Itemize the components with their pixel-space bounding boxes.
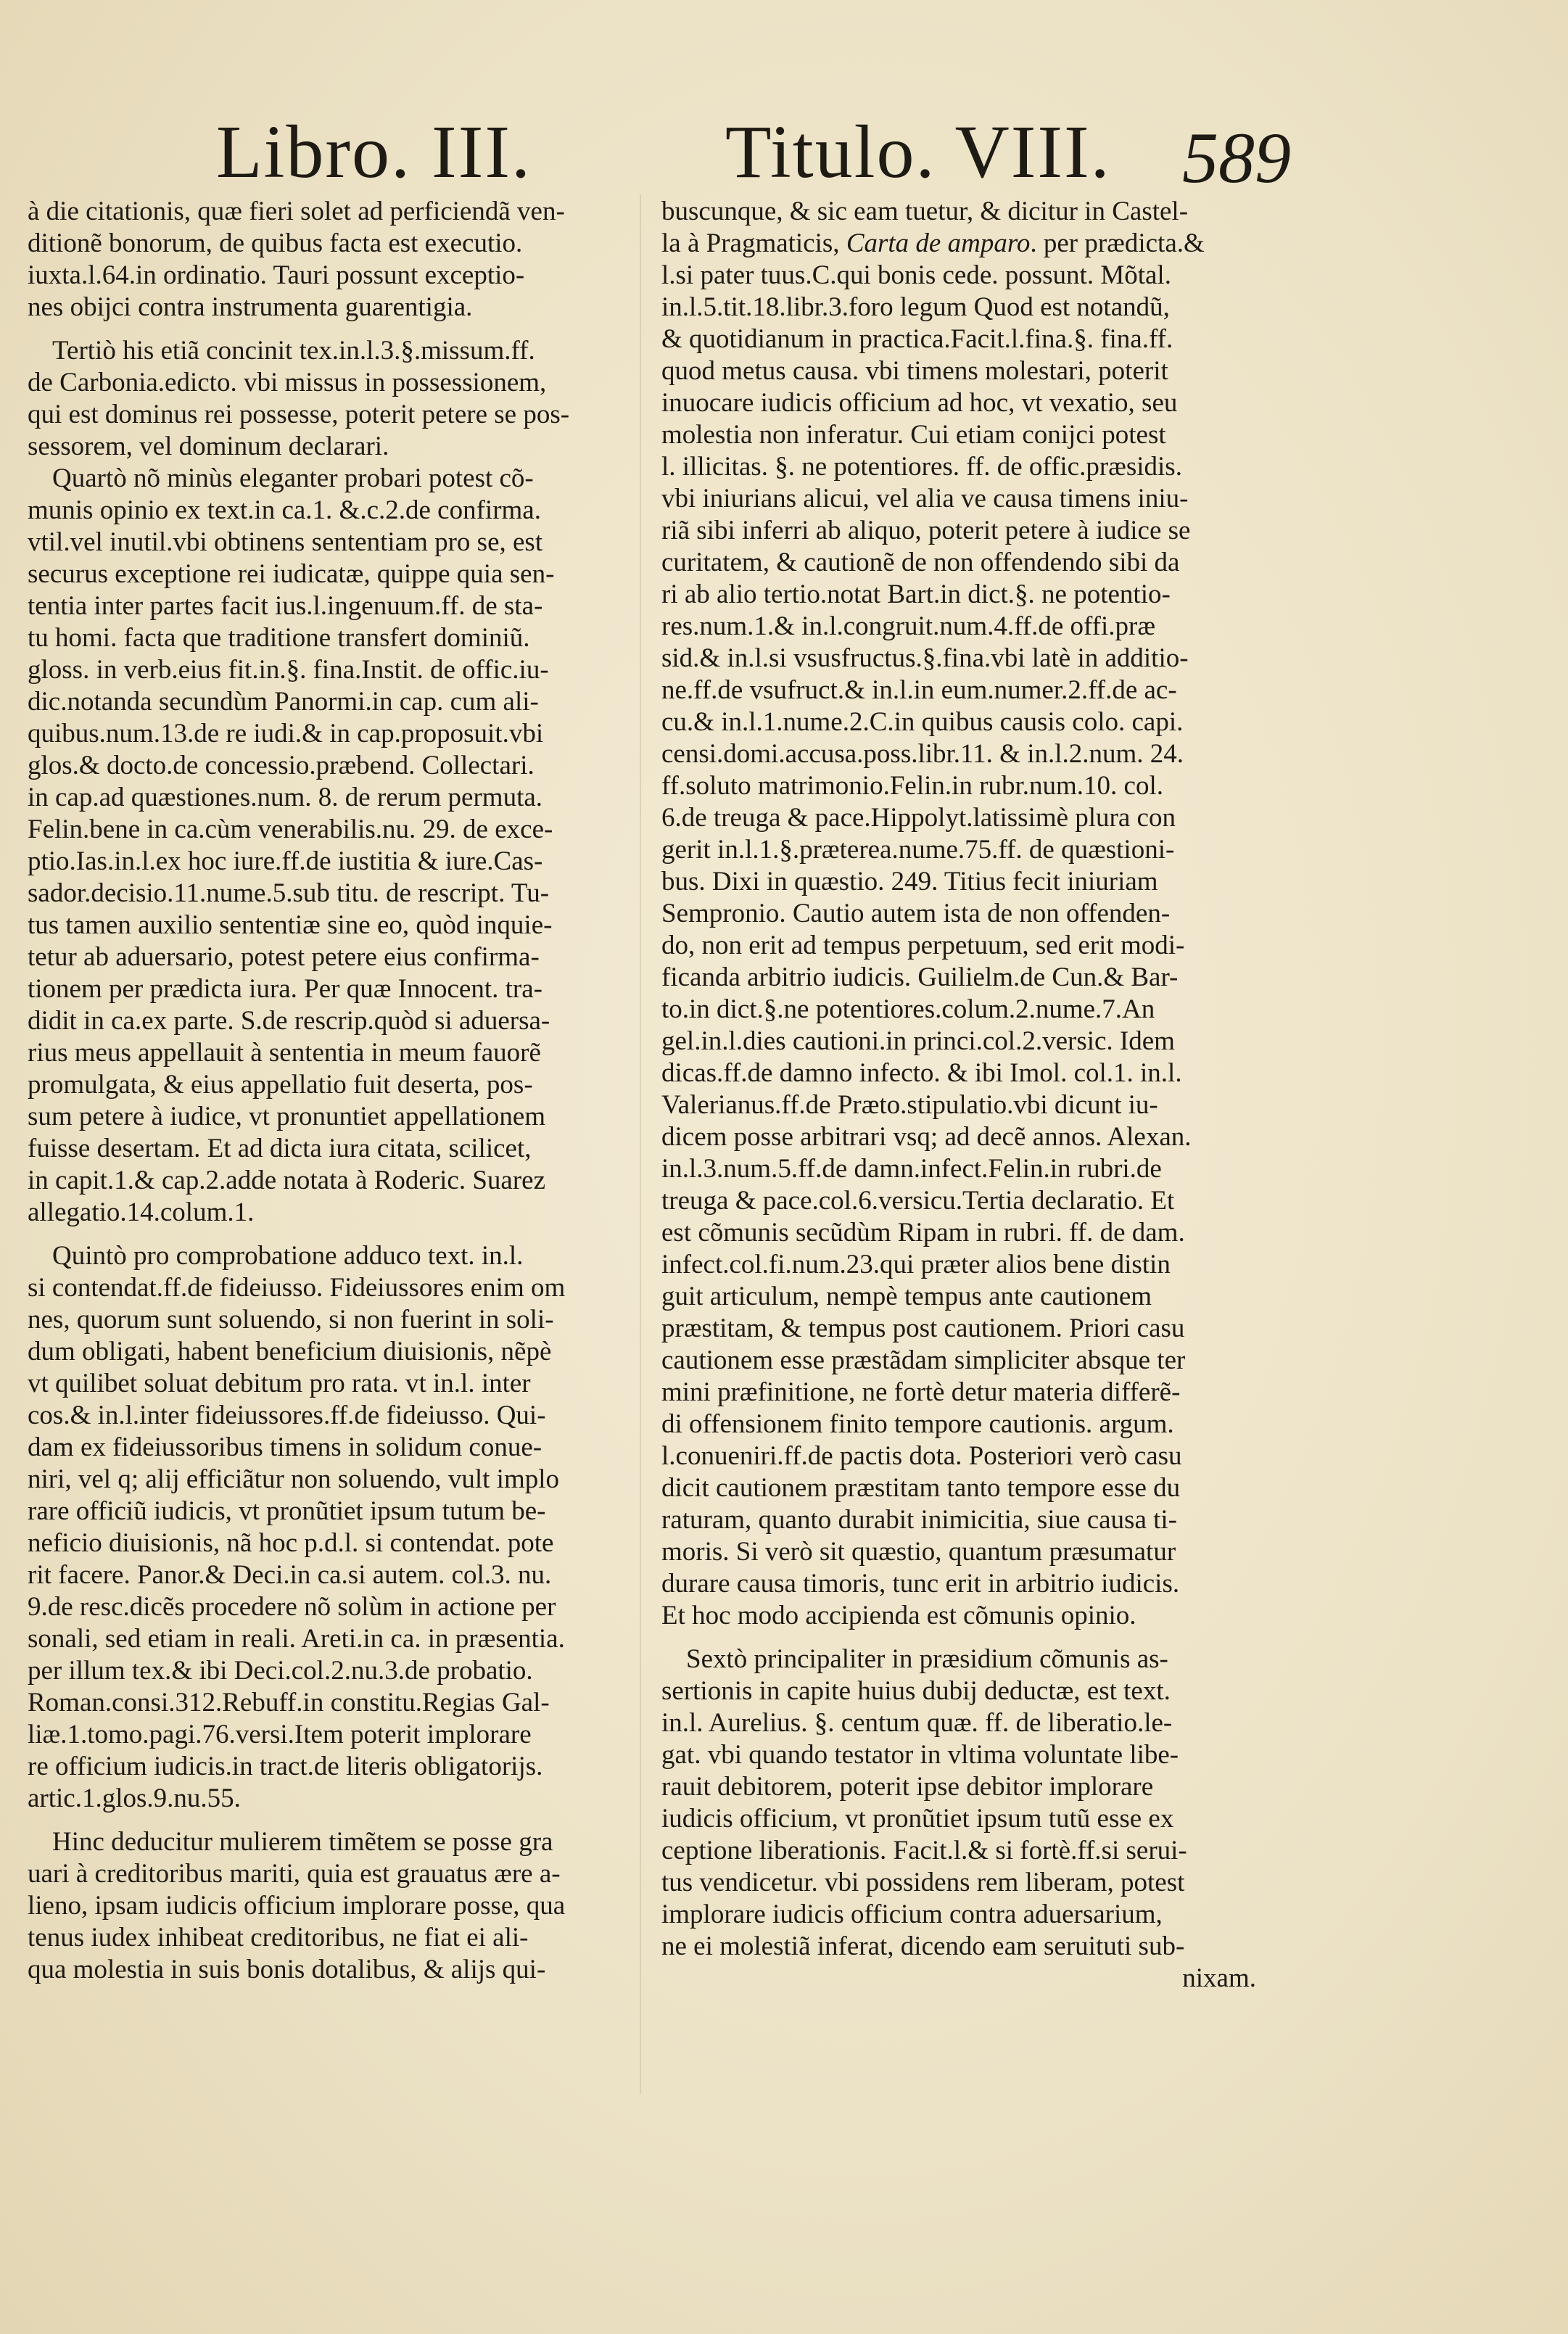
line-text: quibus.num.13.de re iudi.& in cap.proposuit.vbi xyxy=(28,719,544,749)
line-text: sador.decisio.11.nume.5.sub titu. de rescript. Tu- xyxy=(28,878,550,908)
text-line xyxy=(28,654,630,686)
text-line xyxy=(28,1751,630,1783)
line-text: iuxta.l.64.in ordinatio. Tauri possunt exceptio- xyxy=(28,260,525,290)
line-text: vtil.vel inutil.vbi obtinens sententiam pro se, est xyxy=(28,527,543,557)
text-line xyxy=(28,590,630,622)
text-line xyxy=(661,1185,1278,1217)
text-line xyxy=(28,814,630,846)
line-text: censi.domi.accusa.poss.libr.11. & in.l.2.num. 24. xyxy=(661,739,1184,769)
text-line xyxy=(661,1217,1278,1249)
text-line xyxy=(661,228,1278,260)
text-line xyxy=(28,1719,630,1751)
text-line xyxy=(661,515,1278,547)
line-text: ff.soluto matrimonio.Felin.in rubr.num.10. col. xyxy=(661,771,1163,801)
line-text: ficanda arbitrio iudicis. Guilielm.de Cun.& Bar- xyxy=(661,962,1179,992)
text-line xyxy=(28,878,630,910)
text-line xyxy=(661,1409,1278,1440)
text-line xyxy=(28,1527,630,1559)
line-text-tail: . per prædicta.& xyxy=(1030,228,1205,258)
text-line xyxy=(661,260,1278,292)
text-line xyxy=(661,1899,1278,1931)
running-head xyxy=(0,109,1568,203)
text-line xyxy=(661,292,1278,323)
line-text: buscunque, & sic eam tuetur, & dicitur in Castel- xyxy=(661,197,1189,226)
text-line xyxy=(28,1336,630,1368)
text-line xyxy=(661,1867,1278,1899)
text-line xyxy=(28,1069,630,1101)
text-line xyxy=(661,1377,1278,1409)
text-line xyxy=(28,1400,630,1432)
line-text: vbi iniurians alicui, vel alia ve causa timens iniu- xyxy=(661,484,1189,514)
text-line xyxy=(661,547,1278,579)
line-text: inuocare iudicis officium ad hoc, vt vexatio, seu xyxy=(661,388,1178,418)
line-text: Valerianus.ff.de Præto.stipulatio.vbi dicunt iu- xyxy=(661,1090,1158,1120)
text-line xyxy=(28,1655,630,1687)
line-text: cos.& in.l.inter fideiussores.ff.de fideiusso. Qui- xyxy=(28,1401,546,1430)
text-line xyxy=(661,770,1278,802)
line-text: in.l.5.tit.18.libr.3.foro legum Quod est notandũ, xyxy=(661,292,1170,322)
text-line xyxy=(661,1707,1278,1739)
line-text: molestia non inferatur. Cui etiam conijci potest xyxy=(661,420,1166,450)
line-text: gel.in.l.dies cautioni.in princi.col.2.versic. Idem xyxy=(661,1026,1175,1056)
text-line xyxy=(661,738,1278,770)
text-line xyxy=(661,1089,1278,1121)
line-text: Tertiò his etiã concinit tex.in.l.3.§.missum.ff. xyxy=(52,336,535,366)
text-line xyxy=(661,387,1278,419)
text-line xyxy=(28,1464,630,1496)
line-text: sonali, sed etiam in reali. Areti.in ca. in præsentia. xyxy=(28,1624,565,1654)
text-line xyxy=(28,1623,630,1655)
text-line xyxy=(661,994,1278,1026)
text-line xyxy=(661,611,1278,643)
line-text: Sempronio. Cautio autem ista de non offenden- xyxy=(661,899,1171,928)
text-line xyxy=(28,1559,630,1591)
line-text: tu homi. facta que traditione transfert dominiũ. xyxy=(28,623,530,653)
line-text: liæ.1.tomo.pagi.76.versi.Item poterit implorare xyxy=(28,1720,532,1749)
italic-phrase: Carta de amparo xyxy=(846,228,1031,258)
text-line xyxy=(661,1345,1278,1377)
line-text: tionem per prædicta iura. Per quæ Innocent. tra- xyxy=(28,974,542,1004)
line-text: artic.1.glos.9.nu.55. xyxy=(28,1784,241,1813)
text-line xyxy=(28,1687,630,1719)
line-text: riã sibi inferri ab aliquo, poterit petere à iudice se xyxy=(661,516,1191,545)
line-text: ri ab alio tertio.notat Bart.in dict.§. ne potentio- xyxy=(661,580,1171,609)
line-text: qui est dominus rei possesse, poterit petere se pos- xyxy=(28,400,570,429)
text-line xyxy=(28,1783,630,1815)
line-text: nes obijci contra instrumenta guarentigia. xyxy=(28,292,473,322)
line-text: Quintò pro comprobatione adduco text. in.l. xyxy=(52,1241,524,1271)
line-text: nes, quorum sunt soluendo, si non fuerint in soli- xyxy=(28,1305,554,1335)
line-text: niri, vel q; alij efficiãtur non soluendo, vult implo xyxy=(28,1464,560,1494)
text-line xyxy=(661,834,1278,866)
text-line xyxy=(28,196,630,228)
line-text: allegatio.14.colum.1. xyxy=(28,1197,255,1227)
text-line xyxy=(661,643,1278,675)
line-text: tus tamen auxilio sententiæ sine eo, quòd inquie- xyxy=(28,910,553,940)
text-line xyxy=(661,1803,1278,1835)
line-text: in capit.1.& cap.2.adde notata à Roderic. Suarez xyxy=(28,1166,546,1195)
text-line xyxy=(661,866,1278,898)
line-text: do, non erit ad tempus perpetuum, sed erit modi- xyxy=(661,931,1185,960)
text-line xyxy=(28,1954,630,1986)
line-text: lieno, ipsam iudicis officium implorare posse, qua xyxy=(28,1891,566,1921)
text-line xyxy=(28,463,630,495)
line-text: si contendat.ff.de fideiusso. Fideiussores enim om xyxy=(28,1273,566,1303)
text-line xyxy=(661,483,1278,515)
text-line xyxy=(28,495,630,527)
text-line xyxy=(661,579,1278,611)
line-text: qua molestia in suis bonis dotalibus, & alijs qui- xyxy=(28,1955,546,1984)
text-line xyxy=(28,910,630,941)
line-text: cautionem esse præstãdam simpliciter absque ter xyxy=(661,1345,1186,1375)
text-line xyxy=(661,802,1278,834)
line-text: bus. Dixi in quæstio. 249. Titius fecit iniuriam xyxy=(661,867,1158,896)
text-line xyxy=(28,527,630,558)
text-line xyxy=(28,1496,630,1527)
text-line xyxy=(661,1835,1278,1867)
text-line xyxy=(661,323,1278,355)
text-line xyxy=(28,846,630,878)
text-line xyxy=(661,1963,1278,1995)
text-line xyxy=(661,196,1278,228)
text-line xyxy=(28,1197,630,1229)
text-line xyxy=(661,1739,1278,1771)
line-text: dam ex fideiussoribus timens in solidum conue- xyxy=(28,1432,542,1462)
line-text: vt quilibet soluat debitum pro rata. vt in.l. inter xyxy=(28,1369,531,1398)
line-text: Felin.bene in ca.cùm venerabilis.nu. 29. de exce- xyxy=(28,815,553,844)
line-text: guit articulum, nempè tempus ante cautionem xyxy=(661,1282,1152,1311)
line-text: de Carbonia.edicto. vbi missus in possessionem, xyxy=(28,368,547,397)
text-line xyxy=(28,260,630,292)
line-text: dicem posse arbitrari vsq; ad decẽ annos. Alexan. xyxy=(661,1122,1192,1152)
line-text: rauit debitorem, poterit ipse debitor implorare xyxy=(661,1772,1154,1802)
line-text: raturam, quanto durabit inimicitia, siue causa ti- xyxy=(661,1505,1178,1535)
line-text: in.l. Aurelius. §. centum quæ. ff. de liberatio.le- xyxy=(661,1708,1173,1738)
line-text: Hinc deducitur mulierem timẽtem se posse gra xyxy=(52,1827,553,1857)
line-text: l.si pater tuus.C.qui bonis cede. possunt. Mõtal. xyxy=(661,260,1171,290)
line-text: dicas.ff.de damno infecto. & ibi Imol. col.1. in.l. xyxy=(661,1058,1182,1088)
line-text: infect.col.fi.num.23.qui præter alios bene distin xyxy=(661,1250,1171,1279)
line-text: ne ei molestiã inferat, dicendo eam seruituti sub- xyxy=(661,1931,1185,1961)
column-gutter xyxy=(640,194,641,2095)
text-line xyxy=(28,1165,630,1197)
line-text: rius meus appellauit à sententia in meum fauorẽ xyxy=(28,1038,541,1068)
line-text: tus vendicetur. vbi possidens rem liberam, potest xyxy=(661,1868,1185,1897)
text-line xyxy=(661,1249,1278,1281)
line-text: treuga & pace.col.6.versicu.Tertia declaratio. Et xyxy=(661,1186,1175,1216)
line-text: Roman.consi.312.Rebuff.in constitu.Regias Gal- xyxy=(28,1688,550,1717)
line-text: ceptione liberationis. Facit.l.& si fortè.ff.si serui- xyxy=(661,1836,1187,1865)
text-line xyxy=(661,1281,1278,1313)
line-text: durare causa timoris, tunc erit in arbitrio iudicis. xyxy=(661,1569,1180,1599)
line-text: in cap.ad quæstiones.num. 8. de rerum permuta. xyxy=(28,783,543,812)
line-text: tetur ab aduersario, potest petere eius confirma- xyxy=(28,942,540,972)
line-text: moris. Si verò sit quæstio, quantum præsumatur xyxy=(661,1537,1176,1567)
line-text: uari à creditoribus mariti, quia est grauatus ære a- xyxy=(28,1859,561,1889)
text-line xyxy=(28,1304,630,1336)
right-column xyxy=(661,196,1278,1995)
text-line xyxy=(661,1153,1278,1185)
text-line xyxy=(28,973,630,1005)
text-line xyxy=(28,431,630,463)
line-text: cu.& in.l.1.nume.2.C.in quibus causis colo. capi. xyxy=(661,707,1184,737)
text-line xyxy=(28,622,630,654)
text-line xyxy=(661,1644,1278,1675)
line-text: sertionis in capite huius dubij deductæ, est text. xyxy=(661,1676,1171,1706)
text-line xyxy=(661,930,1278,962)
line-text: ne.ff.de vsufruct.& in.l.in eum.numer.2.ff.de ac- xyxy=(661,675,1177,705)
text-line xyxy=(28,292,630,323)
text-line xyxy=(28,367,630,399)
text-line xyxy=(28,1240,630,1272)
text-line xyxy=(661,1504,1278,1536)
text-line xyxy=(661,1472,1278,1504)
left-column xyxy=(28,196,630,1986)
line-text: ditionẽ bonorum, de quibus facta est executio. xyxy=(28,228,523,258)
line-text: promulgata, & eius appellatio fuit deserta, pos- xyxy=(28,1070,533,1100)
line-text: iudicis officium, vt pronũtiet ipsum tutũ esse ex xyxy=(661,1804,1174,1834)
line-text: mini præfinitione, ne fortè detur materia differẽ- xyxy=(661,1377,1181,1407)
text-line xyxy=(28,718,630,750)
line-text: gat. vbi quando testator in vltima voluntate libe- xyxy=(661,1740,1179,1770)
line-text: à die citationis, quæ fieri solet ad perficiendã ven- xyxy=(28,197,565,226)
line-text: Sextò principaliter in præsidium cõmunis as- xyxy=(686,1644,1168,1674)
text-line xyxy=(661,1568,1278,1600)
text-line xyxy=(661,675,1278,706)
line-text: la à Pragmaticis, xyxy=(661,228,846,258)
line-text: quod metus causa. vbi timens molestari, poterit xyxy=(661,356,1168,386)
line-text: neficio diuisionis, nã hoc p.d.l. si contendat. pote xyxy=(28,1528,554,1558)
text-line xyxy=(28,1368,630,1400)
line-text: rare officiũ iudicis, vt pronũtiet ipsum tutum be- xyxy=(28,1496,546,1526)
text-line xyxy=(28,782,630,814)
line-text: 9.de resc.dicẽs procedere nõ solùm in actione per xyxy=(28,1592,556,1622)
text-line xyxy=(28,228,630,260)
line-text: re officium iudicis.in tract.de literis obligatorijs. xyxy=(28,1752,543,1781)
text-line xyxy=(661,1600,1278,1632)
line-text: per illum tex.& ibi Deci.col.2.nu.3.de probatio. xyxy=(28,1656,533,1686)
text-line xyxy=(661,898,1278,930)
line-text: est cõmunis secũdùm Ripam in rubri. ff. de dam. xyxy=(661,1218,1185,1248)
text-line xyxy=(661,1536,1278,1568)
line-text: gerit in.l.1.§.præterea.nume.75.ff. de quæstioni- xyxy=(661,835,1175,865)
text-line xyxy=(28,1101,630,1133)
line-text: res.num.1.& in.l.congruit.num.4.ff.de offi.præ xyxy=(661,611,1155,641)
line-text: securus exceptione rei iudicatæ, quippe quia sen- xyxy=(28,559,555,589)
text-line xyxy=(661,1313,1278,1345)
text-line xyxy=(28,1826,630,1858)
text-line xyxy=(28,750,630,782)
running-head-book: Libro. III. xyxy=(216,110,532,194)
text-line xyxy=(661,355,1278,387)
line-text: di offensionem finito tempore cautionis. argum. xyxy=(661,1409,1174,1439)
running-head-title: Titulo. VIII. xyxy=(725,110,1111,194)
line-text: nixam. xyxy=(1182,1963,1256,1993)
line-text: dum obligati, habent beneficium diuisionis, nẽpè xyxy=(28,1337,552,1366)
line-text: sid.& in.l.si vsusfructus.§.fina.vbi latè in additio- xyxy=(661,643,1189,673)
text-line xyxy=(28,1591,630,1623)
text-line xyxy=(661,1026,1278,1057)
line-text: glos.& docto.de concessio.præbend. Collectari. xyxy=(28,751,535,780)
text-line xyxy=(661,1121,1278,1153)
text-line xyxy=(28,335,630,367)
text-line xyxy=(28,558,630,590)
line-text: præstitam, & tempus post cautionem. Priori casu xyxy=(661,1314,1185,1343)
line-text: Quartò nõ minùs eleganter probari potest cõ- xyxy=(52,463,534,493)
text-line xyxy=(661,1771,1278,1803)
line-text: in.l.3.num.5.ff.de damn.infect.Felin.in rubri.de xyxy=(661,1154,1162,1184)
text-line xyxy=(28,1133,630,1165)
text-line xyxy=(661,419,1278,451)
text-line xyxy=(661,1675,1278,1707)
line-text: didit in ca.ex parte. S.de rescrip.quòd si aduersa- xyxy=(28,1006,550,1036)
line-text: implorare iudicis officium contra aduersarium, xyxy=(661,1900,1163,1929)
text-line xyxy=(28,1890,630,1922)
text-line xyxy=(28,1037,630,1069)
line-text: l. illicitas. §. ne potentiores. ff. de offic.præsidis. xyxy=(661,452,1182,482)
line-text: munis opinio ex text.in ca.1. &.c.2.de confirma. xyxy=(28,495,541,525)
text-line xyxy=(661,706,1278,738)
line-text: ptio.Ias.in.l.ex hoc iure.ff.de iustitia & iure.Cas- xyxy=(28,846,543,876)
line-text: sessorem, vel dominum declarari. xyxy=(28,432,389,461)
line-text: gloss. in verb.eius fit.in.§. fina.Instit. de offic.iu- xyxy=(28,655,549,685)
line-text: dic.notanda secundùm Panormi.in cap. cum ali- xyxy=(28,687,539,717)
text-line xyxy=(28,1272,630,1304)
text-line xyxy=(661,962,1278,994)
line-text: curitatem, & cautionẽ de non offendendo sibi da xyxy=(661,548,1180,577)
line-text: sum petere à iudice, vt pronuntiet appellationem xyxy=(28,1102,546,1131)
line-text: dicit cautionem præstitam tanto tempore esse du xyxy=(661,1473,1181,1503)
text-line xyxy=(661,1057,1278,1089)
line-text: fuisse desertam. Et ad dicta iura citata, scilicet, xyxy=(28,1134,532,1163)
line-text: to.in dict.§.ne potentiores.colum.2.nume.7.An xyxy=(661,994,1155,1024)
text-line xyxy=(661,1931,1278,1963)
text-line xyxy=(28,399,630,431)
text-line xyxy=(661,451,1278,483)
line-text: tenus iudex inhibeat creditoribus, ne fiat ei ali- xyxy=(28,1923,529,1952)
line-text: Et hoc modo accipienda est cõmunis opinio. xyxy=(661,1601,1136,1630)
line-text: rit facere. Panor.& Deci.in ca.si autem. col.3. nu. xyxy=(28,1560,552,1590)
line-text: tentia inter partes facit ius.l.ingenuum.ff. de sta- xyxy=(28,591,543,621)
text-line xyxy=(28,1005,630,1037)
line-text: 6.de treuga & pace.Hippolyt.latissimè plura con xyxy=(661,803,1176,833)
text-line xyxy=(28,1922,630,1954)
text-line xyxy=(28,941,630,973)
line-text: & quotidianum in practica.Facit.l.fina.§. fina.ff. xyxy=(661,324,1173,354)
text-line xyxy=(28,1858,630,1890)
text-line xyxy=(28,686,630,718)
text-line xyxy=(661,1440,1278,1472)
page-number: 589 xyxy=(1182,117,1291,198)
line-text: l.conueniri.ff.de pactis dota. Posteriori verò casu xyxy=(661,1441,1182,1471)
text-line xyxy=(28,1432,630,1464)
